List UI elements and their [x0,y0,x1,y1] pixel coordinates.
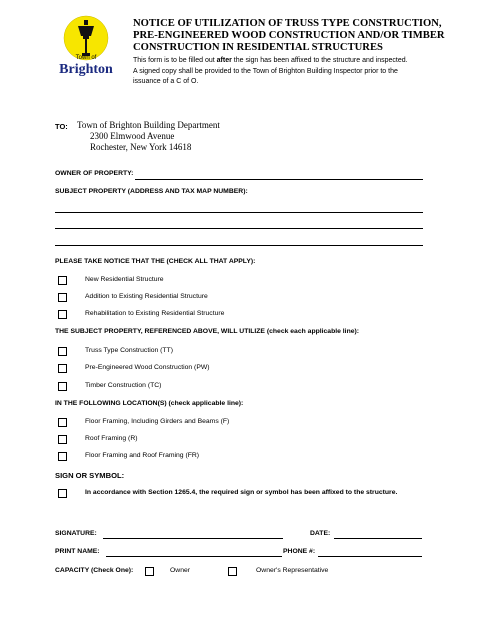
option-label: Floor Framing, Including Girders and Beams (F) [85,418,230,425]
logo-town-of: Town of [75,55,97,61]
phone-field[interactable] [318,556,422,557]
option-label: Pre-Engineered Wood Construction (PW) [85,364,210,371]
option-label: Addition to Existing Residential Structure [85,293,208,300]
owner-rep-checkbox[interactable] [228,567,237,576]
sign-heading: SIGN OR SYMBOL: [55,471,125,480]
option-label: Roof Framing (R) [85,435,138,442]
title-line-3: CONSTRUCTION IN RESIDENTIAL STRUCTURES [133,42,383,53]
form-title [133,18,463,54]
title-line-1: NOTICE OF UTILIZATION OF TRUSS TYPE CONSTRUCTION, [133,18,442,29]
location-heading: IN THE FOLLOWING LOCATION(S) (check applicable line): [55,400,244,407]
utilize-heading: THE SUBJECT PROPERTY, REFERENCED ABOVE, WILL UTILIZE (check each applicable line): [55,328,360,335]
option-label: Rehabilitation to Existing Residential Structure [85,310,225,317]
subject-field-line[interactable] [55,228,423,229]
owner-capacity-checkbox[interactable] [145,567,154,576]
print-name-label: PRINT NAME: [55,548,100,555]
owner-label: OWNER OF PROPERTY: [55,170,134,177]
subject-field-line[interactable] [55,212,423,213]
title-line-2: PRE-ENGINEERED WOOD CONSTRUCTION AND/OR TIMBER [133,30,445,41]
subject-label: SUBJECT PROPERTY (ADDRESS AND TAX MAP NUMBER): [55,188,248,195]
intro-text-2: A signed copy shall be provided to the Town of Brighton Building Inspector prior to the issuance of a C of O. [133,68,398,85]
capacity-label: CAPACITY (Check One): [55,567,134,574]
owner-capacity-label: Owner [170,567,191,574]
signature-field[interactable] [103,538,283,539]
sign-statement: In accordance with Section 1265.4, the required sign or symbol has been affixed to the structure. [85,489,398,496]
to-address-line-3: Rochester, New York 14618 [90,142,192,152]
to-address-line-1: Town of Brighton Building Department [77,120,220,130]
option-label: Truss Type Construction (TT) [85,347,174,354]
subject-field-line[interactable] [55,245,423,246]
pre-engineered-checkbox[interactable] [58,364,67,373]
print-name-field[interactable] [106,556,282,557]
phone-label: PHONE #: [283,548,316,555]
floor-framing-checkbox[interactable] [58,418,67,427]
option-label: Timber Construction (TC) [85,382,162,389]
rehabilitation-checkbox[interactable] [58,310,67,319]
new-structure-checkbox[interactable] [58,276,67,285]
date-label: DATE: [310,530,331,537]
option-label: Floor Framing and Roof Framing (FR) [85,452,200,459]
signature-label: SIGNATURE: [55,530,97,537]
roof-framing-checkbox[interactable] [58,435,67,444]
timber-checkbox[interactable] [58,382,67,391]
truss-checkbox[interactable] [58,347,67,356]
owner-rep-label: Owner's Representative [256,567,329,574]
logo-brighton: Brighton [59,62,113,77]
to-label: TO: [55,122,68,131]
option-label: New Residential Structure [85,276,164,283]
date-field[interactable] [334,538,422,539]
notice-heading: PLEASE TAKE NOTICE THAT THE (CHECK ALL THAT APPLY): [55,258,256,265]
sign-affixed-checkbox[interactable] [58,489,67,498]
to-address-line-2: 2300 Elmwood Avenue [90,131,175,141]
intro-text-1: This form is to be filled out after the sign has been affixed to the structure and inspected. [133,57,408,64]
floor-roof-framing-checkbox[interactable] [58,452,67,461]
owner-field[interactable] [135,179,423,180]
addition-checkbox[interactable] [58,293,67,302]
